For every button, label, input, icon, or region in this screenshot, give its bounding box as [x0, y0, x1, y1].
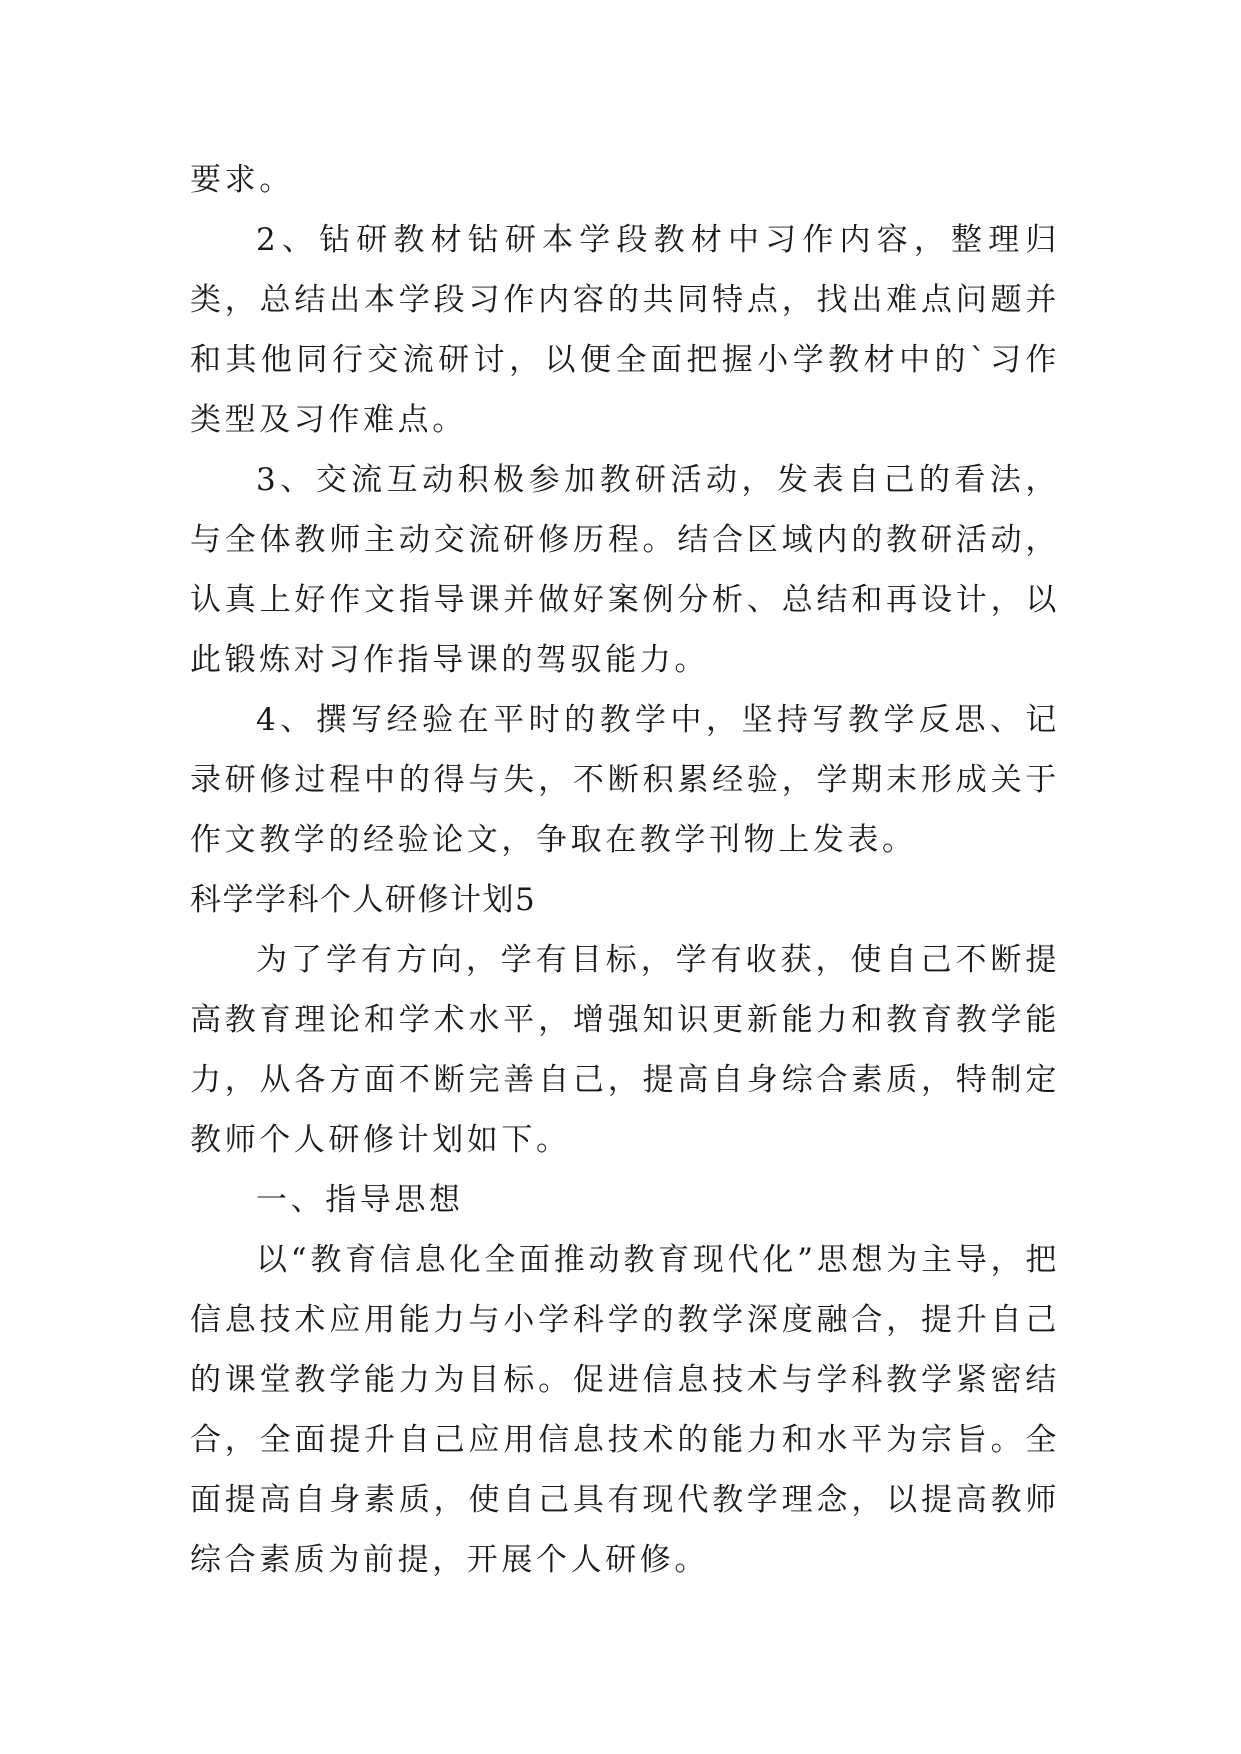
- paragraph-item-4: 4、撰写经验在平时的教学中，坚持写教学反思、记录研修过程中的得与失，不断积累经验，学期末形成关于作文教学的经验论文，争取在教学刊物上发表。: [190, 702, 1060, 858]
- paragraph-item-2: 2、钻研教材钻研本学段教材中习作内容，整理归类，总结出本学段习作内容的共同特点，找出难点问题并和其他同行交流研讨，以便全面把握小学教材中的`习作类型及习作难点。: [190, 222, 1060, 438]
- paragraph-intro: 为了学有方向，学有目标，学有收获，使自己不断提高教育理论和学术水平，增强知识更新能力和教育教学能力，从各方面不断完善自己，提高自身综合素质，特制定教师个人研修计划如下。: [190, 942, 1060, 1158]
- section-title: 科学学科个人研修计划5: [190, 882, 537, 918]
- paragraph-item-3: 3、交流互动积极参加教研活动，发表自己的看法，与全体教师主动交流研修历程。结合区域内的教研活动，认真上好作文指导课并做好案例分析、总结和再设计，以此锻炼对习作指导课的驾驭能力。: [190, 462, 1060, 678]
- subheading-guiding-thought: 一、指导思想: [256, 1182, 464, 1218]
- paragraph-continuation: 要求。: [190, 162, 294, 198]
- paragraph-guiding-thought: 以“教育信息化全面推动教育现代化”思想为主导，把信息技术应用能力与小学科学的教学深度融合，提升自己的课堂教学能力为目标。促进信息技术与学科教学紧密结合，全面提升自己应用信息技术的能力和水平为宗旨。全面提高自身素质，使自己具有现代教学理念，以提高教师综合素质为前提，开展个人研修。: [190, 1242, 1060, 1578]
- document-body: [190, 150, 1060, 1590]
